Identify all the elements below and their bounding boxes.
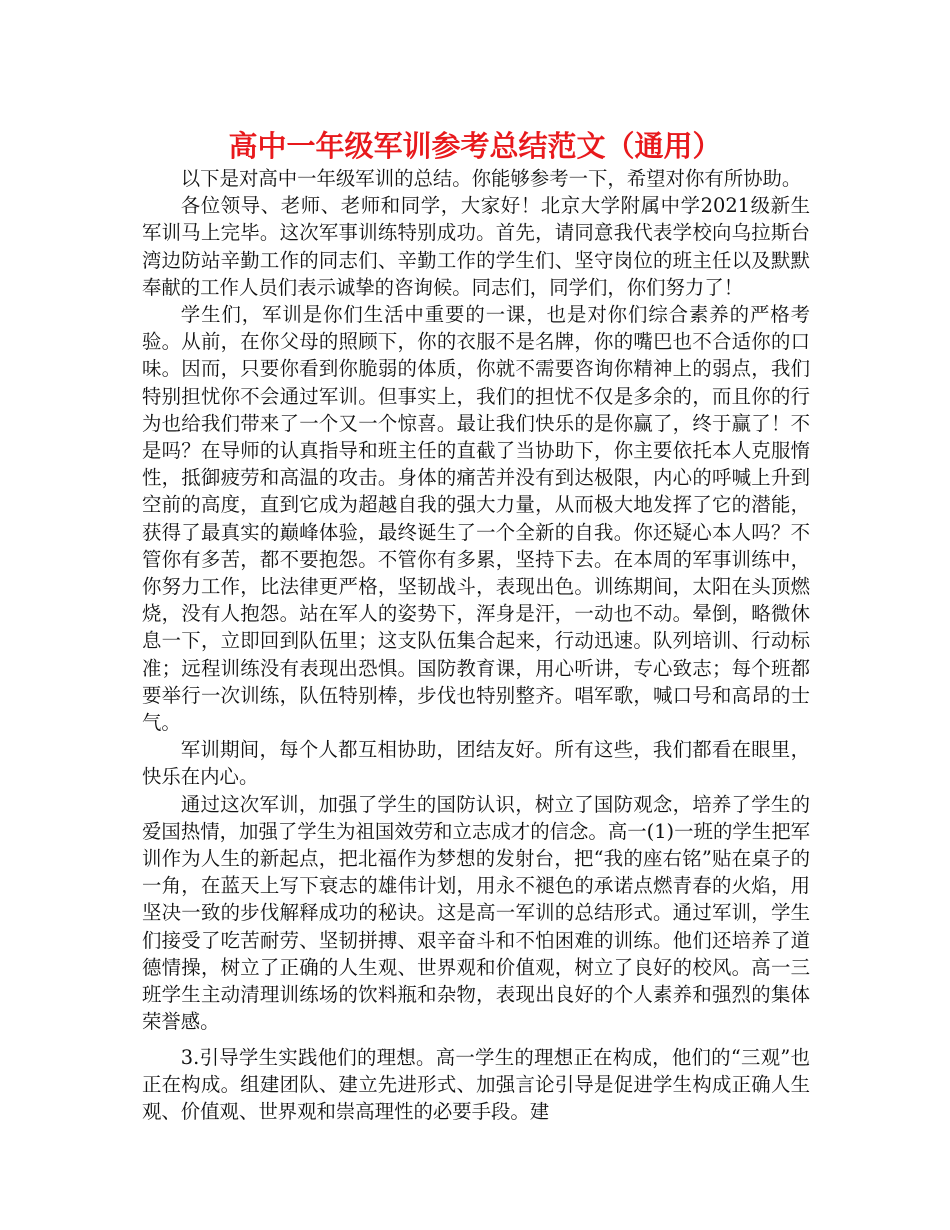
paragraph-students: 学生们，军训是你们生活中重要的一课，也是对你们综合素养的严格考验。从前，在你父母的照顾下，你的衣服不是名牌，你的嘴巴也不合适你的口味。因而，只要你看到你脆弱的体质，你就不需要咨询你精神上的弱点，我们特别担忧你不会通过军训。但事实上，我们的担忧不仅是多余的，而且你的行为也给我们带来了一个又一个惊喜。最让我们快乐的是你赢了，终于赢了！不是吗？在导师的认真指导和班主任的直截了当协助下，你主要依托本人克服惰性，抵御疲劳和高温的攻击。身体的痛苦并没有到达极限，内心的呼喊上升到空前的高度，直到它成为超越自我的强大力量，从而极大地发挥了它的潜能，获得了最真实的巅峰体验，最终诞生了一个全新的自我。你还疑心本人吗？不管你有多苦，都不要抱怨。不管你有多累，坚持下去。在本周的军事训练中，你努力工作，比法律更严格，坚韧战斗，表现出色。训练期间，太阳在头顶燃烧，没有人抱怨。站在军人的姿势下，浑身是汗，一动也不动。晕倒，略微休息一下，立即回到队伍里；这支队伍集合起来，行动迅速。队列培训、行动标准；远程训练没有表现出恐惧。国防教育课，用心听讲，专心致志；每个班都要举行一次训练，队伍特别棒，步伐也特别整齐。唱军歌，喊口号和高昂的士气。 [142, 303, 810, 735]
document-body [142, 165, 810, 1125]
paragraph-mutual-help: 军训期间，每个人都互相协助，团结友好。所有这些，我们都看在眼里，快乐在内心。 [142, 738, 810, 789]
document-title: 高中一年级军训参考总结范文（通用） [228, 129, 722, 163]
paragraph-results: 通过这次军训，加强了学生的国防认识，树立了国防观念，培养了学生的爱国热情，加强了学生为祖国效劳和立志成才的信念。高一(1)一班的学生把军训作为人生的新起点，把北福作为梦想的发射台，把“我的座右铭”贴在桌子的一角，在蓝天上写下衰志的雄伟计划，用永不褪色的承诺点燃青春的火焰，用坚决一致的步伐解释成功的秘诀。这是高一军训的总结形式。通过军训，学生们接受了吃苦耐劳、坚韧拼搏、艰辛奋斗和不怕困难的训练。他们还培养了道德情操，树立了正确的人生观、世界观和价值观，树立了良好的校风。高一三班学生主动清理训练场的饮料瓶和杂物，表现出良好的个人素养和强烈的集体荣誉感。 [142, 792, 810, 1034]
paragraph-intro: 以下是对高中一年级军训的总结。你能够参考一下，希望对你有所协助。 [180, 167, 802, 190]
paragraph-greeting: 各位领导、老师、老师和同学，大家好！北京大学附属中学2021级新生军训马上完毕。这次军事训练特别成功。首先，请同意我代表学校向乌拉斯台湾边防站辛勤工作的同志们、辛勤工作的学生们、坚守岗位的班主任以及默默奉献的工作人员们表示诚挚的咨询候。同志们，同学们，你们努力了！ [142, 194, 810, 299]
paragraph-guidance: 3.引导学生实践他们的理想。高一学生的理想正在构成，他们的“三观”也正在构成。组建团队、建立先进形式、加强言论引导是促进学生构成正确人生观、价值观、世界观和崇高理性的必要手段。建 [142, 1045, 810, 1123]
